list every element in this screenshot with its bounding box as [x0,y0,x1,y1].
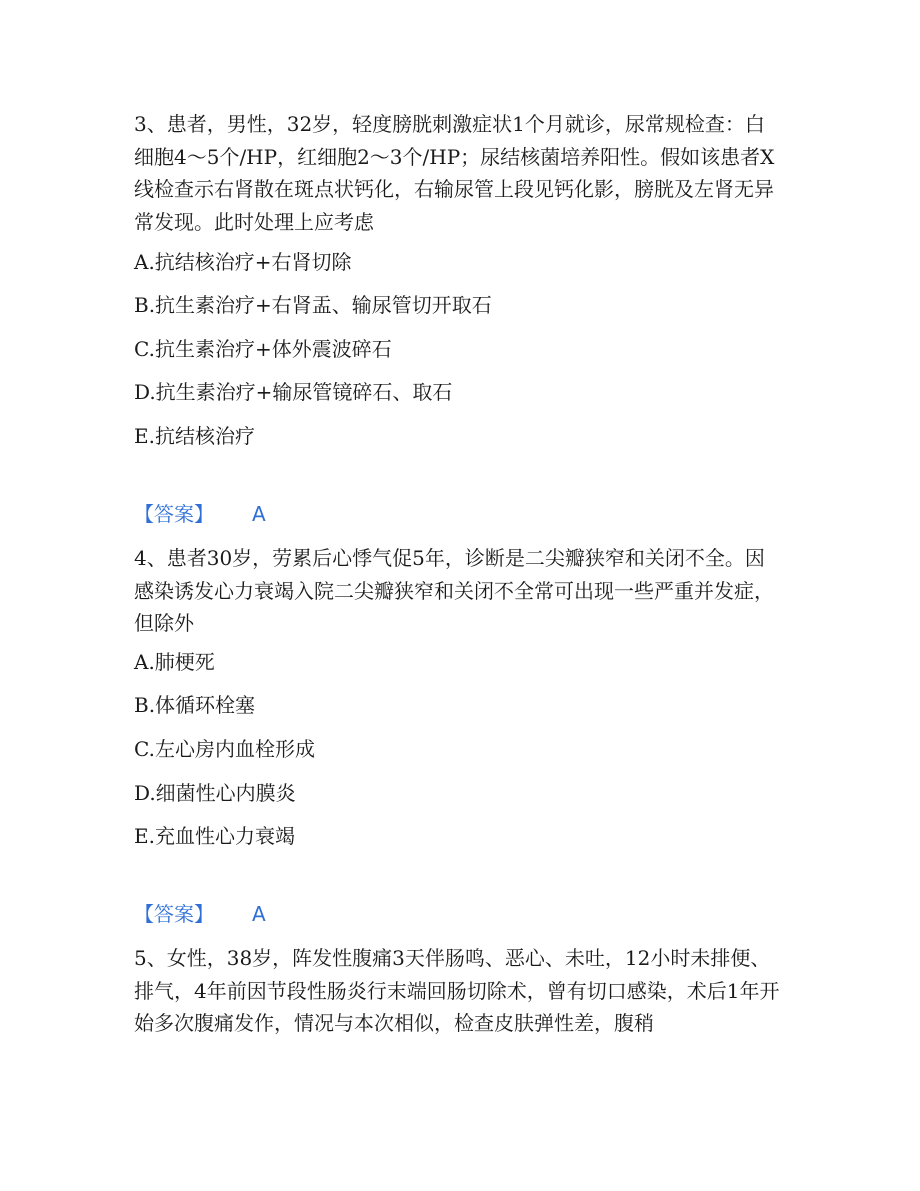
question-3-option-e: E.抗结核治疗 [134,424,255,448]
question-3-option-a: A.抗结核治疗+右肾切除 [134,250,352,274]
question-3-option-d: D.抗生素治疗+输尿管镜碎石、取石 [134,380,453,404]
answer-value: A [252,902,266,926]
question-3-text: 3、患者，男性，32岁，轻度膀胱刺激症状1个月就诊，尿常规检查：白细胞4～5个/HP，红细胞2～3个/HP；尿结核菌培养阳性。假如该患者X线检查示右肾散在斑点状钙化，右输尿管上段见钙化影，膀胱及左肾无异常发现。此时处理上应考虑 [134,112,775,234]
question-3-option-b: B.抗生素治疗+右肾盂、输尿管切开取石 [134,293,492,317]
question-5-text: 5、女性，38岁，阵发性腹痛3天伴肠鸣、恶心、未吐，12小时未排便、排气，4年前因节段性肠炎行末端回肠切除术，曾有切口感染，术后1年开始多次腹痛发作，情况与本次相似，检查皮肤弹性差，腹稍 [134,946,780,1035]
answer-label: 【答案】 [134,902,214,926]
question-3-answer [134,500,266,528]
answer-value: A [252,502,266,526]
question-4-option-b: B.体循环栓塞 [134,693,256,717]
question-4-text: 4、患者30岁，劳累后心悸气促5年，诊断是二尖瓣狭窄和关闭不全。因感染诱发心力衰竭入院二尖瓣狭窄和关闭不全常可出现一些严重并发症，但除外 [134,546,774,635]
question-4-option-e: E.充血性心力衰竭 [134,824,295,848]
question-4-option-d: D.细菌性心内膜炎 [134,781,296,805]
question-4-answer [134,900,266,928]
answer-label: 【答案】 [134,502,214,526]
question-3-option-c: C.抗生素治疗+体外震波碎石 [134,337,392,361]
question-4-option-a: A.肺梗死 [134,650,215,674]
question-4-option-c: C.左心房内血栓形成 [134,737,315,761]
